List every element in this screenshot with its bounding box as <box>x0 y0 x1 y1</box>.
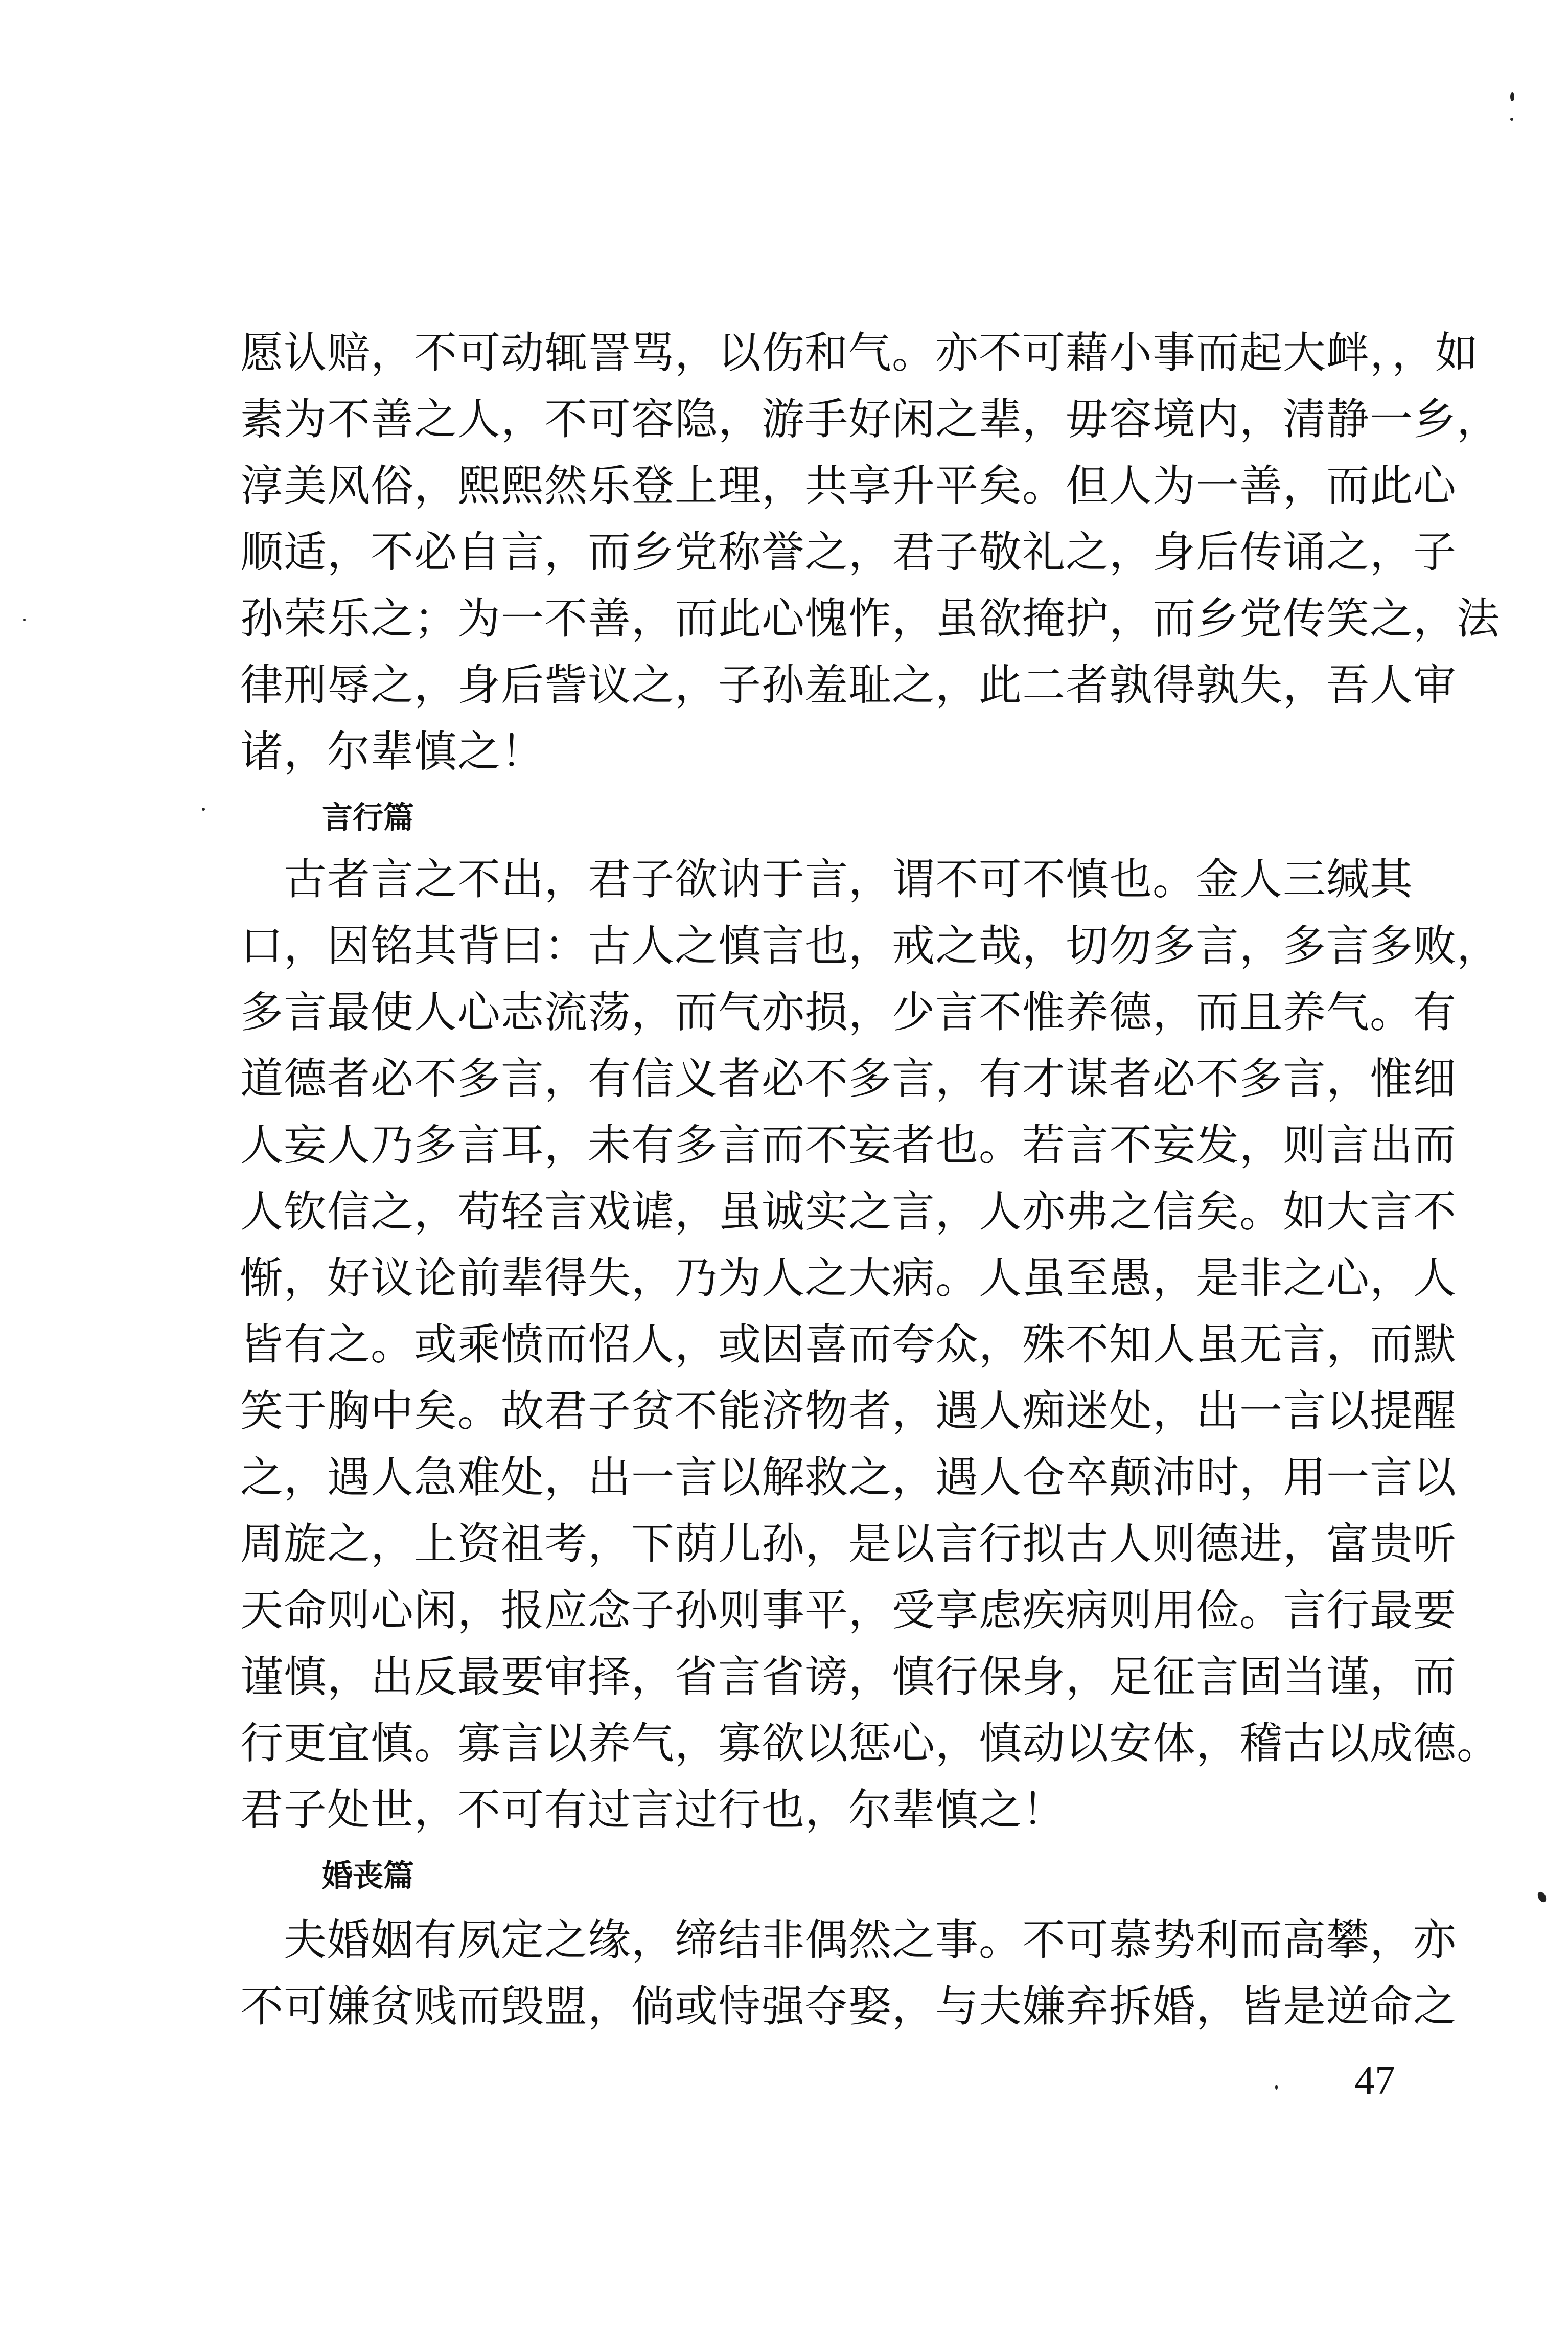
text-line: 夫婚姻有夙定之缘，缔结非偶然之事。不可慕势利而高攀，亦 <box>284 1915 1457 1965</box>
section-heading-hunsang: 婚丧篇 <box>322 1858 414 1894</box>
text-line: 口，因铭其背曰：古人之慎言也，戒之哉，切勿多言，多言多败， <box>240 921 1501 971</box>
scan-speck <box>202 808 205 811</box>
section-heading-yanxing: 言行篇 <box>322 800 414 836</box>
text-line: 君子处世，不可有过言过行也，尔辈慎之！ <box>240 1785 1066 1835</box>
text-line: 皆有之。或乘愤而怊人，或因喜而夸众，殊不知人虽无言，而默 <box>240 1319 1457 1369</box>
text-line: 愿认赔，不可动辄詈骂，以伤和气。亦不可藉小事而起大衅，，如 <box>240 328 1479 378</box>
text-line: 人妄人乃多言耳，未有多言而不妄者也。若言不妄发，则言出而 <box>240 1120 1457 1170</box>
text-line: 天命则心闲，报应念子孙则事平，受享虑疾病则用俭。言行最要 <box>240 1585 1457 1635</box>
text-line: 律刑辱之，身后訾议之，子孙羞耻之，此二者孰得孰失，吾人审 <box>240 660 1457 710</box>
text-line: 道德者必不多言，有信义者必不多言，有才谋者必不多言，惟细 <box>240 1054 1457 1104</box>
text-line: 惭，好议论前辈得失，乃为人之大病。人虽至愚，是非之心，人 <box>240 1253 1457 1303</box>
text-line: 人钦信之，苟轻言戏谑，虽诚实之言，人亦弗之信矣。如大言不 <box>240 1186 1457 1237</box>
text-line: 素为不善之人，不可容隐，游手好闲之辈，毋容境内，清静一乡， <box>240 394 1501 444</box>
text-line: 之，遇人急难处，出一言以解救之，遇人仓卒颠沛时，用一言以 <box>240 1452 1457 1502</box>
text-line: 古者言之不出，君子欲讷于言，谓不可不慎也。金人三缄其 <box>284 854 1414 904</box>
text-line: 孙荣乐之；为一不善，而此心愧怍，虽欲掩护，而乡党传笑之，法 <box>240 593 1501 644</box>
scan-speck <box>1510 118 1513 121</box>
text-line: 诸，尔辈慎之！ <box>240 726 545 776</box>
text-line: 不可嫌贫贱而毁盟，倘或恃强夺娶，与夫嫌弃拆婚，皆是逆命之 <box>240 1981 1457 2031</box>
text-line: 顺适，不必自言，而乡党称誉之，君子敬礼之，身后传诵之，子 <box>240 527 1457 577</box>
scan-speck <box>1510 92 1514 101</box>
text-line: 笑于胸中矣。故君子贫不能济物者，遇人痴迷处，出一言以提醒 <box>240 1386 1457 1436</box>
text-line: 谨慎，出反最要审择，省言省谤，慎行保身，足征言固当谨，而 <box>240 1652 1457 1702</box>
scan-speck <box>1275 2085 1278 2090</box>
text-line: 多言最使人心志流荡，而气亦损，少言不惟养德，而且养气。有 <box>240 987 1457 1037</box>
scan-speck <box>1536 1890 1548 1904</box>
text-line: 周旋之，上资祖考，下荫儿孙，是以言行拟古人则德进，富贵听 <box>240 1519 1457 1569</box>
page-number: 47 <box>1354 2058 1395 2103</box>
text-line: 淳美风俗，熙熙然乐登上理，共享升平矣。但人为一善，而此心 <box>240 461 1457 511</box>
text-line: 行更宜慎。寡言以养气，寡欲以惩心，慎动以安体，稽古以成德。 <box>240 1718 1501 1768</box>
scan-speck <box>23 619 26 621</box>
